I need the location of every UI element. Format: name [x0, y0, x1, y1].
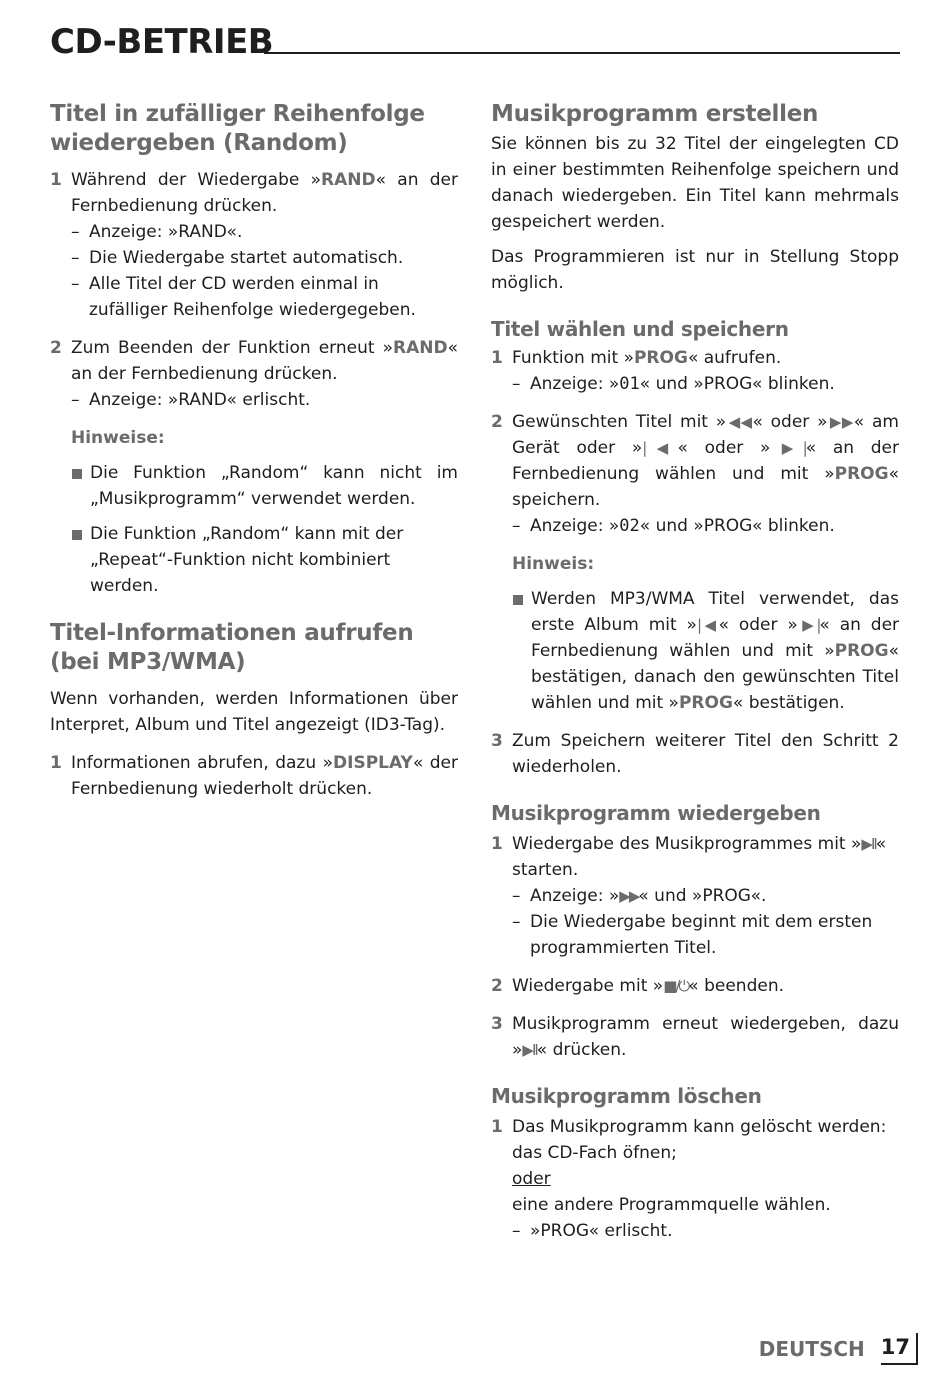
step-number: 2	[491, 412, 503, 432]
create-heading: Musikprogramm erstellen	[491, 101, 819, 127]
skip-back-icon: |◀	[696, 616, 719, 634]
note-heading: Hinweis:	[512, 554, 595, 574]
random-heading: Titel in zufälliger Reihenfolge wiedergeben (Random)	[50, 101, 425, 156]
notes-heading: Hinweise:	[71, 428, 165, 448]
key-rand: RAND	[321, 170, 376, 190]
key-rand: RAND	[393, 338, 448, 358]
right-column	[491, 100, 899, 1244]
info-step-1	[50, 750, 458, 802]
header-rule	[264, 52, 900, 54]
play-step-1	[491, 831, 899, 961]
key-prog: PROG	[834, 464, 889, 484]
play-pause-icon: ▶II	[522, 1041, 537, 1059]
stop-power-icon: ■/⏻	[663, 977, 689, 995]
step-line: das CD-Fach öfnen;	[512, 1143, 677, 1163]
step-number: 3	[491, 1014, 503, 1034]
bullet-square-icon	[72, 530, 82, 540]
step-text: Musikprogramm erneut wiedergeben, dazu »▶II« drücken.	[512, 1014, 899, 1060]
skip-forward-icon: ▶|	[770, 439, 806, 457]
key-prog: PROG	[834, 641, 889, 661]
play-step-2	[491, 973, 899, 999]
select-step-3	[491, 728, 899, 780]
bullet-square-icon	[72, 469, 82, 479]
random-step-1	[50, 167, 458, 323]
key-prog: PROG	[678, 693, 733, 713]
page-number: 17	[881, 1333, 918, 1365]
sub-item: – »PROG« erlischt.	[512, 1221, 673, 1241]
step-text: Gewünschten Titel mit »◀◀« oder »▶▶« am Gerät oder »|◀« oder »▶|« an der Fernbedienung wählen und mit »PROG« speichern.	[512, 412, 899, 510]
create-paragraph-1: Sie können bis zu 32 Titel der eingelegten CD in einer bestimmten Reihenfolge speichern und danach wiedergeben. Ein Titel kann mehrmals gespeichert werden.	[491, 134, 899, 232]
footer-language: DEUTSCH	[758, 1337, 865, 1361]
step-text: Funktion mit »PROG« aufrufen.	[512, 348, 782, 368]
note-item: Werden MP3/WMA Titel verwendet, das erste Album mit »|◀« oder »▶|« an der Fernbedienung wählen und mit »PROG« bestätigen, danach den gewünschten Titel wählen und mit »PROG« bestätigen.	[491, 586, 899, 716]
step-number: 2	[491, 976, 503, 996]
page-header	[50, 20, 900, 64]
sub-item: – Anzeige: »01« und »PROG« blinken.	[512, 374, 835, 394]
fast-forward-icon: ▶▶	[619, 887, 639, 905]
select-step-2	[491, 409, 899, 539]
key-prog: PROG	[633, 348, 688, 368]
note-item: Die Funktion „Random“ kann mit der „Repeat“-Funktion nicht kombiniert werden.	[50, 521, 458, 599]
step-number: 1	[491, 834, 503, 854]
bullet-square-icon	[513, 595, 523, 605]
step-text: Während der Wiedergabe »RAND« an der Fernbedienung drücken.	[71, 170, 459, 216]
step-number: 1	[50, 753, 62, 773]
step-text: Zum Speichern weiterer Titel den Schritt 2 wiederholen.	[512, 731, 899, 777]
create-paragraph-2: Das Programmieren ist nur in Stellung Stopp möglich.	[491, 247, 899, 293]
skip-back-icon: |◀	[642, 439, 678, 457]
play-pause-icon: ▶II	[861, 835, 876, 853]
page-footer	[759, 1332, 918, 1366]
step-number: 1	[50, 170, 62, 190]
step-number: 1	[491, 348, 503, 368]
note-item: Die Funktion „Random“ kann nicht im „Musikprogramm“ verwendet werden.	[50, 460, 458, 512]
info-intro: Wenn vorhanden, werden Informationen über Interpret, Album und Titel angezeigt (ID3-Tag).	[50, 689, 458, 735]
step-line: Das Musikprogramm kann gelöscht werden:	[512, 1117, 887, 1137]
left-column	[50, 100, 458, 802]
info-heading: Titel-Informationen aufrufen (bei MP3/WMA)	[50, 620, 414, 675]
play-heading: Musikprogramm wiedergeben	[491, 801, 821, 825]
display-code: 02	[619, 516, 640, 536]
skip-forward-icon: ▶|	[797, 616, 820, 634]
step-text: Wiedergabe des Musikprogrammes mit »▶II« starten.	[512, 834, 887, 880]
rewind-icon: ◀◀	[726, 413, 753, 431]
sub-item: – Die Wiedergabe startet automatisch.	[71, 248, 404, 268]
sub-item: – Anzeige: »RAND«.	[71, 222, 243, 242]
step-number: 2	[50, 338, 62, 358]
step-text: Zum Beenden der Funktion erneut »RAND« an der Fernbedienung drücken.	[71, 338, 458, 384]
select-step-1	[491, 345, 899, 397]
step-number: 3	[491, 731, 503, 751]
sub-item: – Die Wiedergabe beginnt mit dem ersten programmierten Titel.	[512, 912, 873, 958]
delete-step-1	[491, 1114, 899, 1244]
step-line-or: oder	[512, 1169, 551, 1189]
step-text: Wiedergabe mit »■/⏻« beenden.	[512, 976, 784, 996]
play-step-3	[491, 1011, 899, 1063]
select-heading: Titel wählen und speichern	[491, 317, 789, 341]
sub-item: – Alle Titel der CD werden einmal in zufälliger Reihenfolge wiedergegeben.	[71, 274, 416, 320]
step-text: Informationen abrufen, dazu »DISPLAY« der Fernbedienung wiederholt drücken.	[71, 753, 458, 799]
fast-forward-icon: ▶▶	[827, 413, 854, 431]
sub-item: – Anzeige: »▶▶« und »PROG«.	[512, 886, 767, 906]
display-code: 01	[619, 374, 640, 394]
random-step-2	[50, 335, 458, 413]
page-title: CD-BETRIEB	[50, 22, 274, 62]
key-display: DISPLAY	[333, 753, 413, 773]
step-line: eine andere Programmquelle wählen.	[512, 1195, 831, 1215]
step-number: 1	[491, 1117, 503, 1137]
sub-item: – Anzeige: »RAND« erlischt.	[71, 390, 311, 410]
delete-heading: Musikprogramm löschen	[491, 1084, 762, 1108]
sub-item: – Anzeige: »02« und »PROG« blinken.	[512, 516, 835, 536]
